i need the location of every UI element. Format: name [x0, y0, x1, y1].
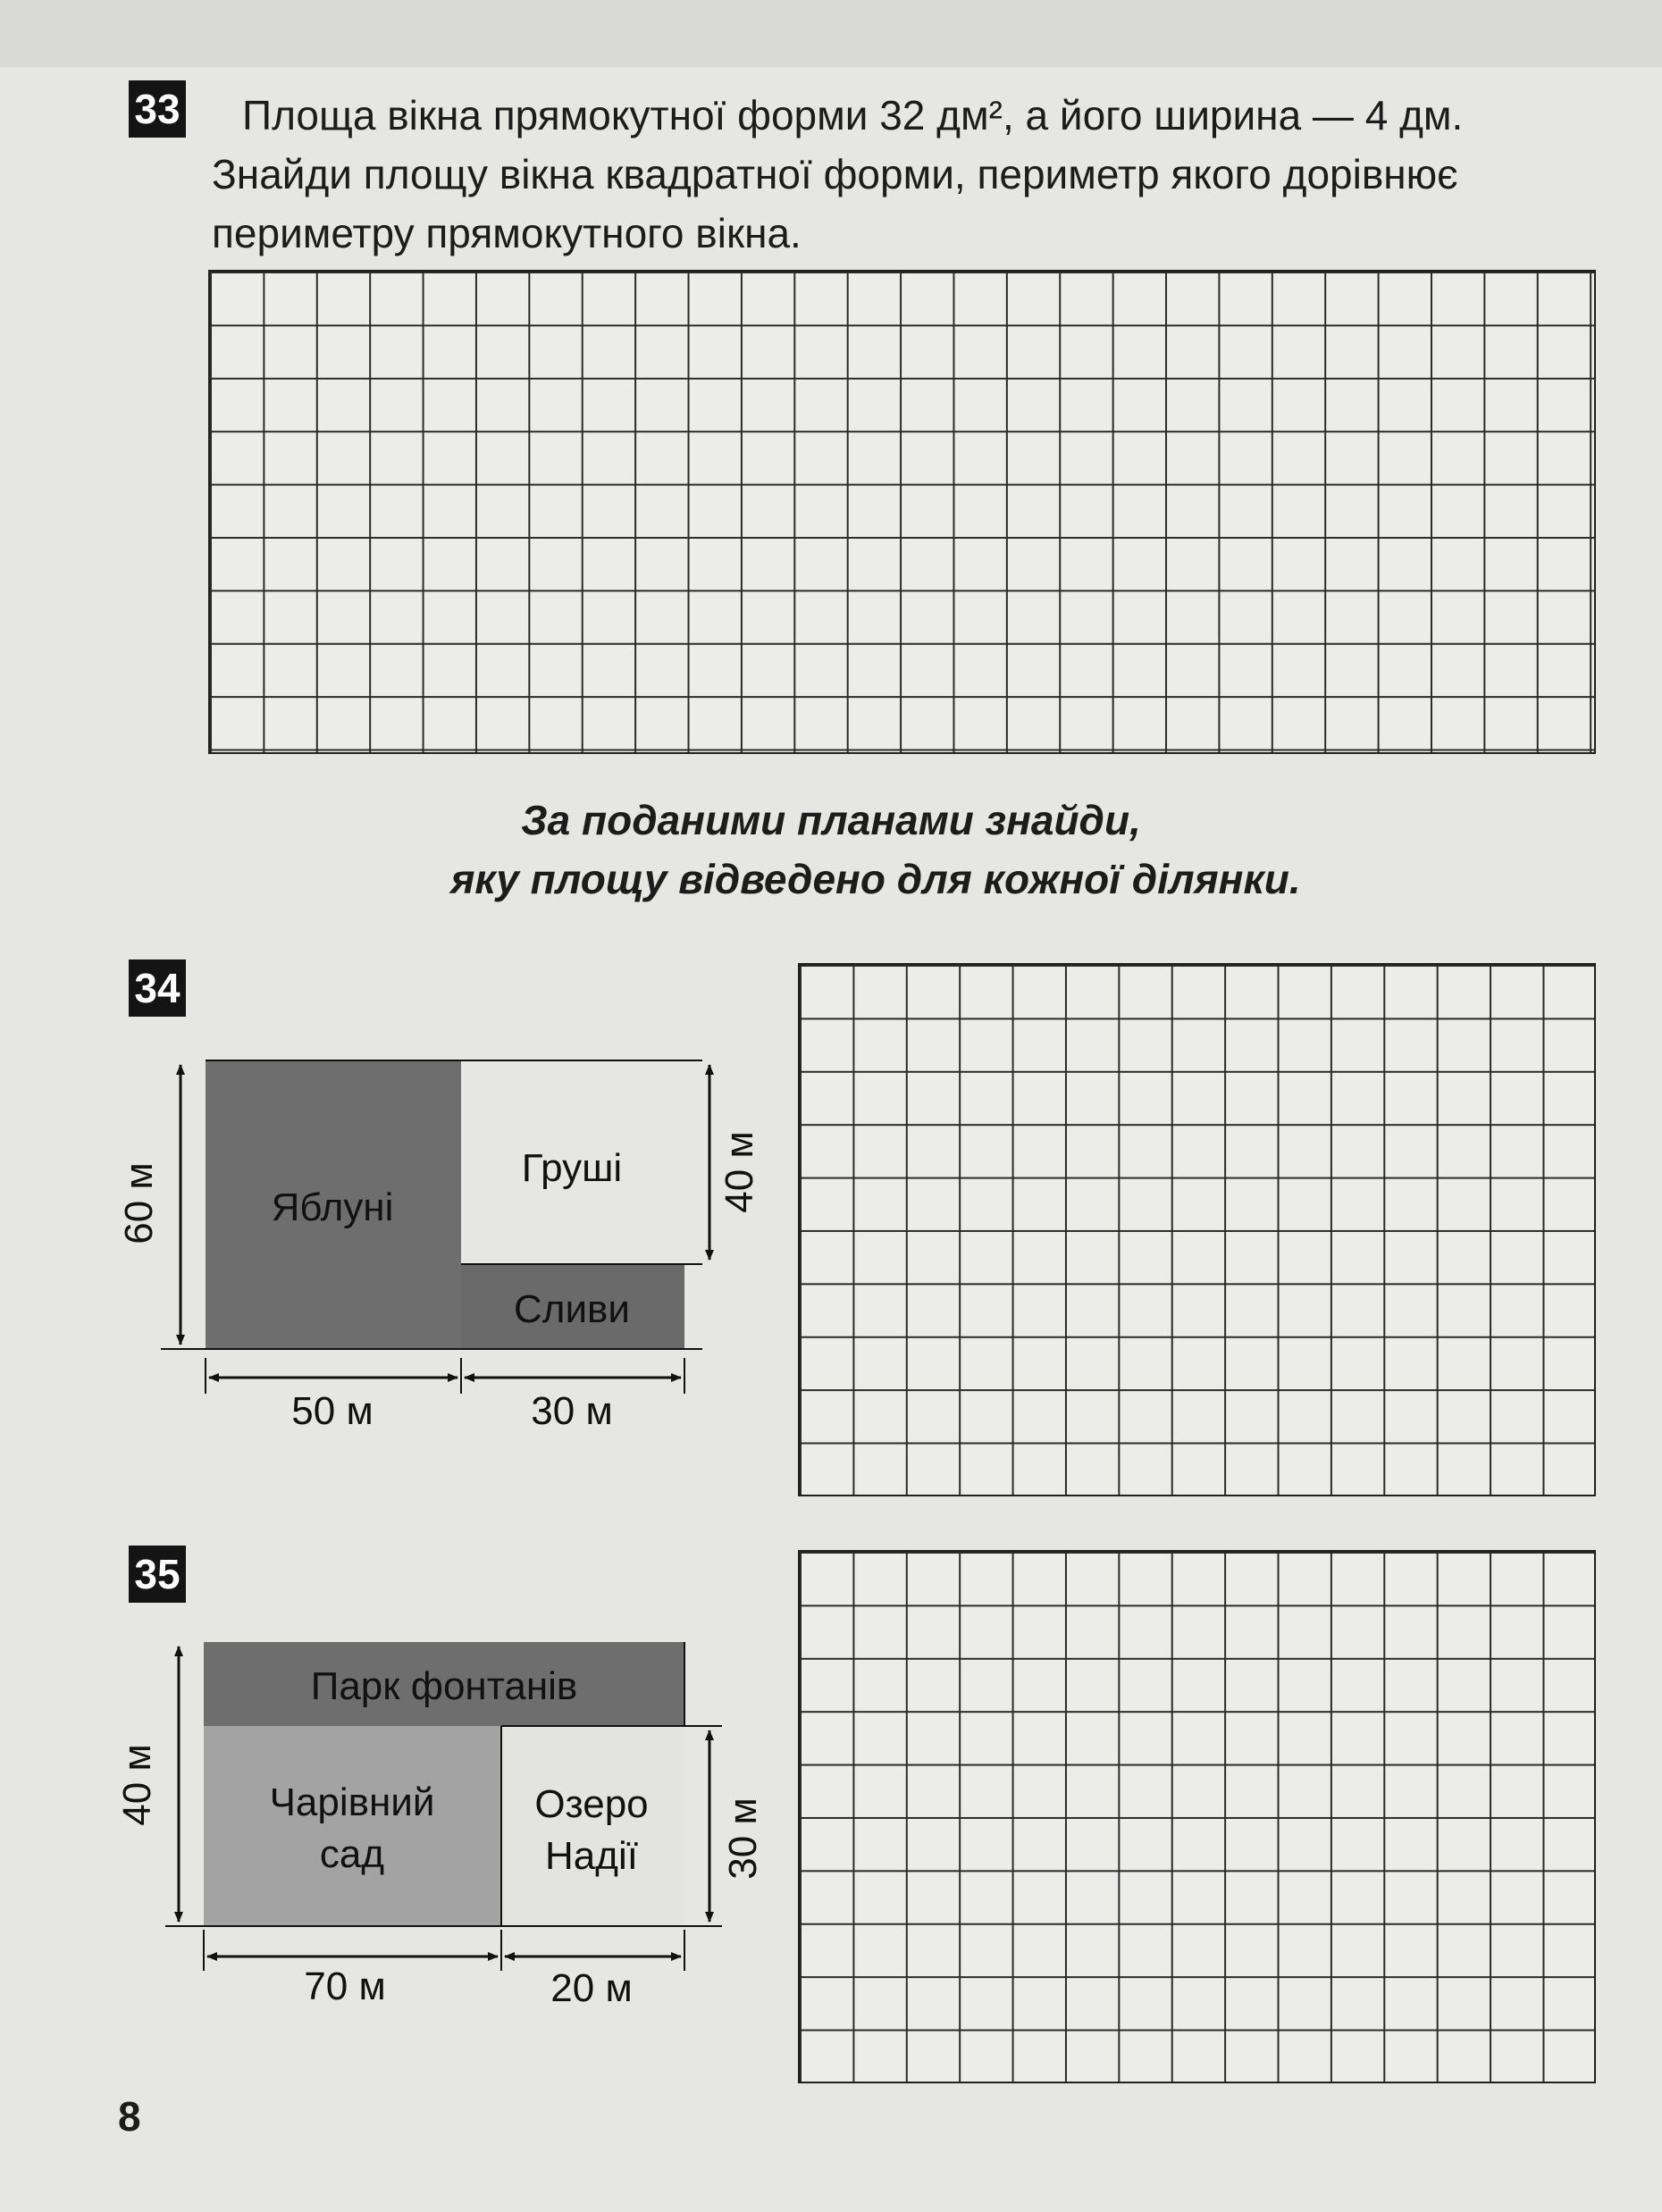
- task-33-line-2: Знайди площу вікна квадратної форми, периметр якого дорівнює: [212, 151, 1458, 197]
- label-plum: Сливи: [514, 1287, 630, 1331]
- label-apple: Яблуні: [271, 1186, 394, 1229]
- task-34-plan: [117, 1060, 761, 1433]
- task-33-number: 33: [129, 80, 186, 138]
- task-34-number: 34: [129, 959, 186, 1017]
- instruction-line-2: яку площу відведено для кожної ділянки.: [450, 856, 1301, 902]
- dim-label-40: 40 м: [115, 1744, 159, 1826]
- dim-label-40: 40 м: [718, 1131, 761, 1213]
- instruction-line-1: За поданими планами знайди,: [521, 797, 1141, 843]
- plot-garden: [204, 1726, 501, 1926]
- dim-label-20: 20 м: [550, 1966, 633, 2010]
- label-park: Парк фонтанів: [310, 1664, 578, 1708]
- task-33-line-1: Площа вікна прямокутної форми 32 дм², а його ширина — 4 дм.: [242, 92, 1464, 138]
- dim-label-70: 70 м: [304, 1965, 386, 2008]
- label-lake-line-2: Надії: [545, 1834, 638, 1878]
- plot-lake: [501, 1726, 684, 1926]
- label-lake-line-1: Озеро: [534, 1782, 649, 1826]
- label-garden-line-1: Чарівний: [269, 1780, 435, 1824]
- page-number: 8: [118, 2093, 141, 2140]
- label-pear: Груші: [521, 1146, 623, 1190]
- dim-label-30: 30 м: [721, 1797, 765, 1880]
- dim-label-60: 60 м: [117, 1162, 161, 1244]
- task-35-plan: [115, 1642, 765, 2010]
- label-garden-line-2: сад: [319, 1832, 385, 1876]
- dim-label-30: 30 м: [531, 1389, 613, 1433]
- task-35-number: 35: [129, 1546, 186, 1603]
- task-33-line-3: периметру прямокутного вікна.: [212, 210, 802, 256]
- dim-label-50: 50 м: [291, 1389, 374, 1433]
